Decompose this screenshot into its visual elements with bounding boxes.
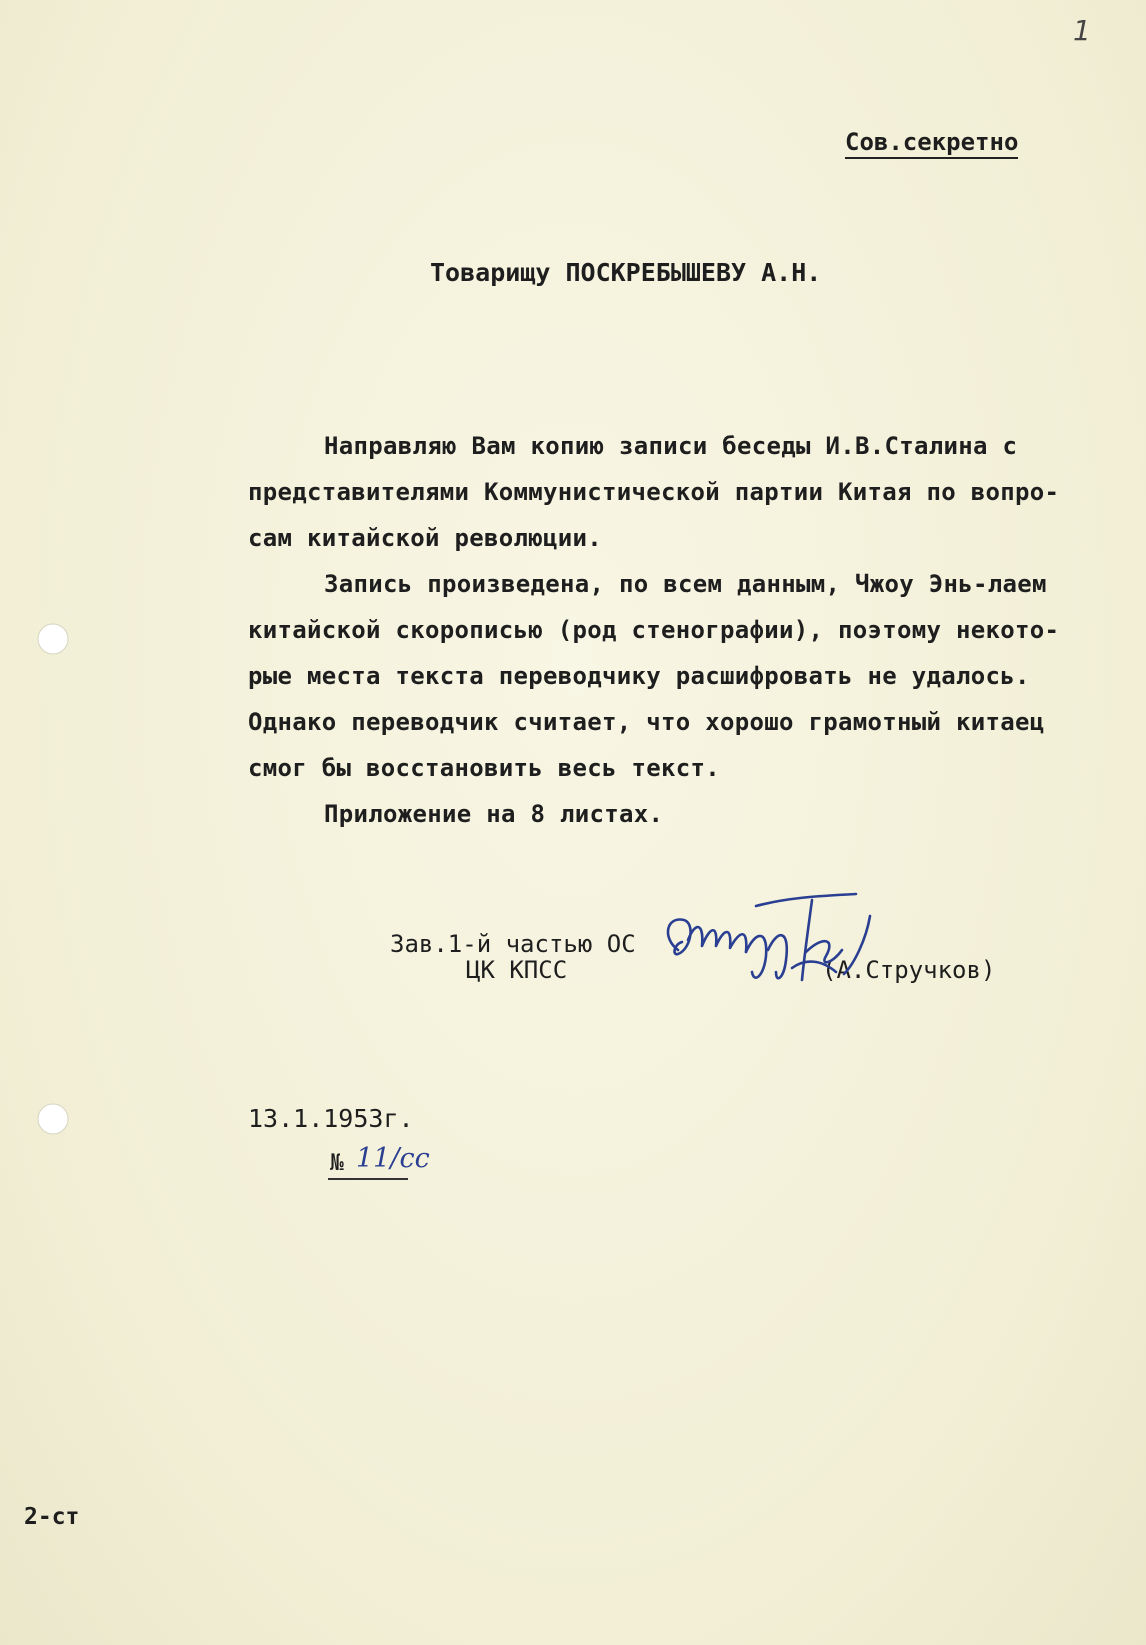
body-line: Запись произведена, по всем данным, Чжоу Энь-лаем: [324, 570, 1047, 598]
number-underline: [328, 1178, 408, 1180]
secrecy-stamp: Сов.секретно: [845, 128, 1018, 159]
copy-tag: 2-ст: [24, 1504, 80, 1530]
signer-name: (А.Стручков): [822, 956, 996, 984]
body-line: смог бы восстановить весь текст.: [248, 754, 720, 782]
addressee: Товарищу ПОСКРЕБЫШЕВУ А.Н.: [430, 258, 822, 287]
punch-hole-top: [36, 622, 70, 656]
attachment-note: Приложение на 8 листах.: [324, 800, 664, 828]
signer-organization: ЦК КПСС: [466, 956, 568, 984]
body-line: Однако переводчик считает, что хорошо грамотный китаец: [248, 708, 1045, 736]
number-sign: №: [330, 1150, 344, 1176]
handwritten-signature: [656, 880, 906, 1010]
body-line: представителями Коммунистической партии Китая по вопро-: [248, 478, 1060, 506]
body-line: китайской скорописью (род стенографии), поэтому некото-: [248, 616, 1060, 644]
body-line: рые места текста переводчику расшифровать не удалось.: [248, 662, 1030, 690]
document-date: 13.1.1953г.: [248, 1104, 414, 1133]
punch-hole-bottom: [36, 1102, 70, 1136]
page-number: 1: [1073, 14, 1091, 47]
number-value: 11/сс: [356, 1143, 430, 1174]
body-line: сам китайской революции.: [248, 524, 602, 552]
signer-position: Зав.1-й частью ОС: [390, 930, 636, 958]
body-line: Направляю Вам копию записи беседы И.В.Сталина с: [324, 432, 1018, 460]
